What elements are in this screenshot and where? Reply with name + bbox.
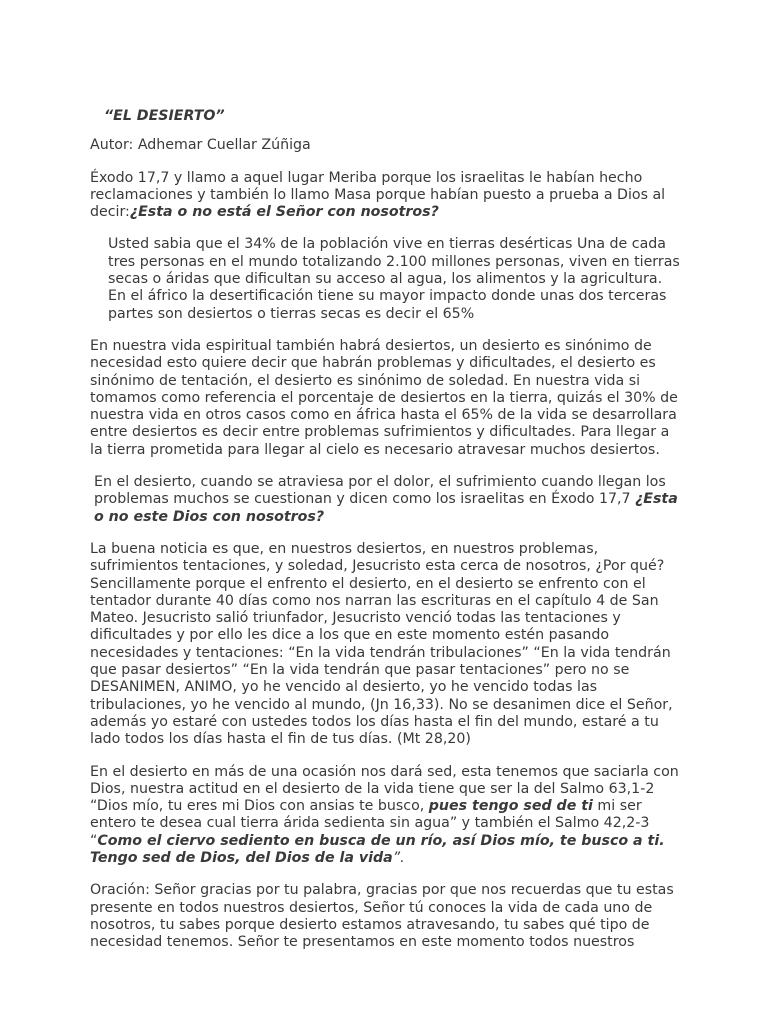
paragraph-thirst-part1: En el desierto en más de una ocasión nos dará sed, esta tenemos que saciarla con Dios, nuestra actitud en el desierto de la vida tiene que ser la del Salmo 63,1-2 “Dios mío, tu eres mi Dios con ansias te busco,	[90, 763, 679, 815]
paragraph-suffering-text: En el desierto, cuando se atraviesa por el dolor, el sufrimiento cuando llegan los problemas muchos se cuestionan y dicen como los israelitas en Éxodo 17,7	[94, 474, 666, 508]
paragraph-prayer: Oración: Señor gracias por tu palabra, gracias por que nos recuerdas que tu estas presente en todos nuestros desiertos, Señor tú conoces la vida de cada uno de nosotros, tu sabes porque desierto estamos atravesando, tu sabes qué tipo de necesidad tenemos. Señor te presentamos en este momento todos nuestros	[90, 882, 674, 951]
document-page	[90, 108, 682, 966]
author-line: Autor: Adhemar Cuellar Zúñiga	[90, 137, 311, 154]
paragraph-thirst-part3: ”.	[392, 849, 405, 866]
paragraph-thirst	[90, 764, 682, 868]
paragraph-statistics: Usted sabia que el 34% de la población vive en tierras desérticas Una de cada tres personas en el mundo totalizando 2.100 millones personas, viven en tierras secas o áridas que dificultan su acceso al agua, los alimentos y la agricultura. En el áfrico la desertificación tiene su mayor impacto donde unas dos terceras partes son desiertos o tierras secas es decir el 65%	[108, 236, 680, 322]
paragraph-exodo	[90, 170, 682, 222]
paragraph-suffering	[90, 474, 682, 526]
paragraph-exodo-text: Éxodo 17,7 y llamo a aquel lugar Meriba porque los israelitas le habían hecho reclamaciones y también lo llamo Masa porque habían puesto a prueba a Dios al decir:	[90, 169, 666, 221]
paragraph-thirst-emphasis1: pues tengo sed de ti	[428, 798, 593, 815]
document-title: “EL DESIERTO”	[104, 108, 225, 124]
paragraph-suffering-question: ¿Esta o no este Dios con nosotros?	[94, 491, 678, 525]
paragraph-spiritual-desert: En nuestra vida espiritual también habrá desiertos, un desierto es sinónimo de necesidad esto quiere decir que habrán problemas y dificultades, el desierto es sinónimo de tentación, el desierto es sinónimo de soledad. En nuestra vida si tomamos como referencia el porcentaje de desiertos en la tierra, quizás el 30% de nuestra vida en otros casos como en áfrica hasta el 65% de la vida se desarrollara entre desiertos es decir entre problemas sufrimientos y dificultades. Para llegar a la tierra prometida para llegar al cielo es necesario atravesar muchos desiertos.	[90, 337, 678, 458]
paragraph-good-news: La buena noticia es que, en nuestros desiertos, en nuestros problemas, sufrimientos tentaciones, y soledad, Jesucristo esta cerca de nosotros, ¿Por qué? Sencillamente porque el enfrento el desierto, en el desierto se enfrento con el tentador durante 40 días como nos narran las escrituras en el capítulo 4 de San Mateo. Jesucristo salió triunfador, Jesucristo venció todas las tentaciones y dificultades y por ello les dice a los que en este momento estén pasando necesidades y tentaciones: “En la vida tendrán tribulaciones” “En la vida tendrán que pasar desiertos” “En la vida tendrán que pasar tentaciones” pero no se DESANIMEN, ANIMO, yo he vencido al desierto, yo he vencido todas las tribulaciones, yo he vencido al mundo, (Jn 16,33). No se desanimen dice el Señor, además yo estaré con ustedes todos los días hasta el fin del mundo, estaré a tu lado todos los días hasta el fin de tus días. (Mt 28,20)	[90, 540, 673, 748]
paragraph-exodo-question: ¿Esta o no está el Señor con nosotros?	[129, 204, 439, 221]
paragraph-thirst-emphasis2: Como el ciervo sediento en busca de un río, así Dios mío, te busco a ti. Tengo sed de Dios, del Dios de la vida	[90, 832, 665, 866]
paragraph-thirst-part2: mi ser entero te desea cual tierra árida sedienta sin agua” y también el Salmo 42,2-3 “	[90, 798, 650, 849]
